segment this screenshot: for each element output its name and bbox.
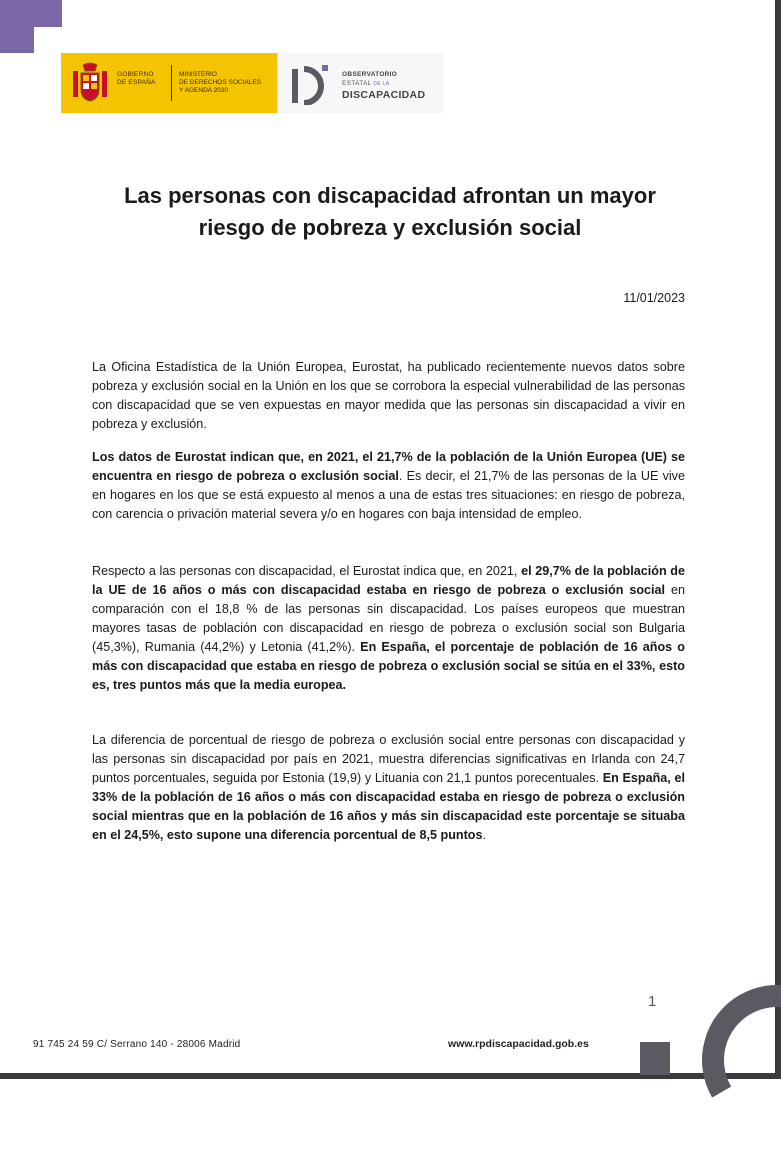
- gobierno-text: GOBIERNO DE ESPAÑA: [117, 71, 156, 86]
- page-number: 1: [648, 993, 657, 1010]
- bold-text-run: el 29,7% de la población de la UE de 16 años o más con discapacidad estaba en riesgo de pobreza o exclusión social: [92, 564, 686, 597]
- observatorio-line2: ESTATAL DE LA: [342, 80, 390, 87]
- publication-date: 11/01/2023: [623, 291, 685, 305]
- paragraph: [92, 358, 685, 434]
- page-right-edge: [775, 0, 781, 1079]
- separator: [171, 65, 172, 101]
- text-run: La Oficina Estadística de la Unión Europea, Eurostat, ha publicado recientemente nuevos datos sobre pobreza y exclusión social en la Unión en los que se corrobora la especial vulnerabilidad de las personas con discapacidad que se ven expuestas en mayor medida que las personas sin discapacidad a vivir en pobreza y exclusión.: [92, 360, 685, 431]
- gobierno-logo: [61, 53, 277, 113]
- observatorio-logo: [277, 53, 444, 113]
- corner-decoration: [0, 0, 62, 27]
- bold-text-run: En España, el porcentaje de población de 16 años o más con discapacidad que estaba en riesgo de pobreza o exclusión social se sitúa en el 33%, esto es, tres puntos más que la media europea.: [92, 640, 686, 692]
- page-title: Las personas con discapacidad afrontan un mayor riesgo de pobreza y exclusión social: [124, 183, 656, 240]
- text-run: . Es decir, el 21,7% de las personas de la UE vive en hogares en los que se está expuesto al menos a una de estas tres situaciones: en riesgo de pobreza, con carencia o privación material severa y/o en hogares con baja intensidad de empleo.: [92, 469, 685, 521]
- arc-decoration: [685, 968, 781, 1152]
- observatorio-line3: DISCAPACIDAD: [342, 89, 426, 101]
- corner-decoration: [0, 27, 34, 53]
- text-run: .: [482, 828, 487, 842]
- footer-contact: 91 745 24 59 C/ Serrano 140 - 28006 Madrid: [33, 1039, 241, 1050]
- coat-of-arms-icon: [71, 61, 109, 105]
- text-run: La diferencia de porcentual de riesgo de pobreza o exclusión social entre personas con discapacidad y las personas sin discapacidad por país en 2021, muestra diferencias significativas en Irlanda con 24,7 puntos porcentuales, seguida por Estonia (19,9) y Lituania con 21,1 puntos porecentuales.: [92, 733, 685, 785]
- bold-text-run: En España, el 33% de la población de 16 años o más con discapacidad estaba en riesgo de pobreza o exclusión social mientras que en la población de 16 años y más sin discapacidad este porcentaje se situaba en el 24,5%, esto supone una diferencia porcentual de 8,5 puntos: [92, 771, 685, 842]
- paragraph: [92, 731, 685, 845]
- paragraph: [92, 448, 685, 524]
- observatorio-d-icon: [292, 65, 330, 105]
- footer-website: www.rpdiscapacidad.gob.es: [448, 1038, 589, 1050]
- logo-bar: [61, 53, 443, 113]
- bold-text-run: Los datos de Eurostat indican que, en 2021, el 21,7% de la población de la Unión Europea (UE) se encuentra en riesgo de pobreza o exclusión social: [92, 450, 685, 483]
- text-run: en comparación con el 18,8 % de las personas sin discapacidad. Los países europeos que muestran mayores tasas de población con discapacidad en riesgo de pobreza o exclusión social son Bulgaria (45,3%), Rumania (44,2%) y Letonia (41,2%).: [92, 583, 685, 654]
- paragraph: [92, 562, 685, 695]
- ministerio-text: MINISTERIO DE DERECHOS SOCIALES Y AGENDA 2030: [179, 71, 261, 94]
- square-decoration: [640, 1042, 670, 1075]
- text-run: Respecto a las personas con discapacidad, el Eurostat indica que, en 2021,: [92, 564, 522, 578]
- observatorio-line1: OBSERVATORIO: [342, 71, 398, 78]
